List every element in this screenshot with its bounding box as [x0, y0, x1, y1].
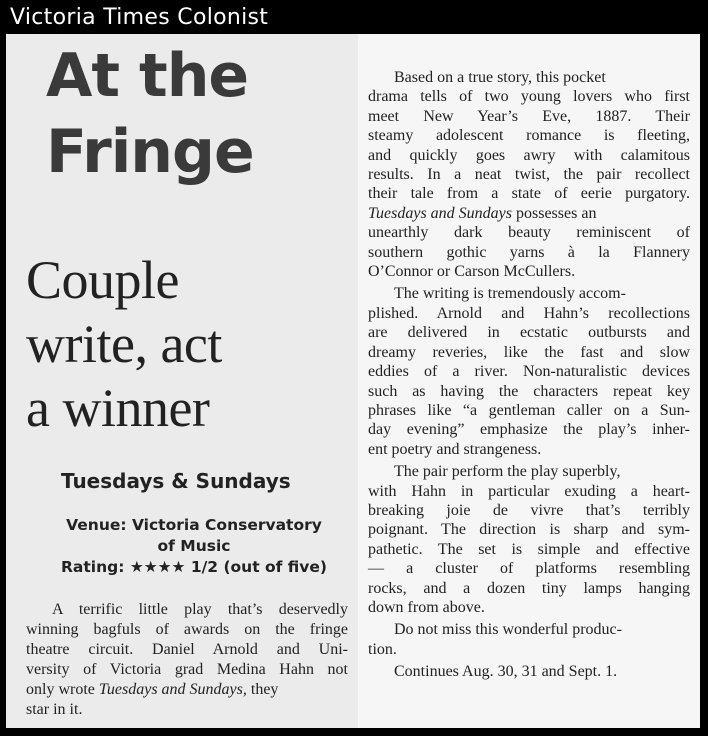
- body-line: Do not miss this wonderful produc-: [394, 621, 622, 639]
- body-paragraph: [368, 620, 690, 659]
- article-body: [368, 68, 690, 682]
- lede-line: versity of Victoria grad Medina Hahn not: [26, 661, 348, 678]
- lede-line: theatre circuit. Daniel Arnold and Uni-: [26, 641, 348, 658]
- body-line: drama tells of two young lovers who first: [368, 88, 690, 106]
- body-line: The pair perform the play superbly,: [394, 463, 621, 481]
- headline-line: write, act: [26, 314, 222, 374]
- body-line: — a cluster of platforms resembling: [368, 560, 690, 578]
- headline-line: Couple: [26, 250, 179, 310]
- body-line: and quickly goes awry with calamitous: [368, 146, 690, 164]
- body-line: plished. Arnold and Hahn’s recollections: [368, 304, 690, 322]
- lede-line: winning bagfuls of awards on the fringe: [26, 621, 348, 638]
- body-line: with Hahn in particular exuding a heart-: [368, 482, 690, 500]
- newspaper-clipping: [6, 34, 700, 728]
- body-paragraph: [368, 68, 690, 281]
- left-column: [6, 34, 358, 728]
- masthead-title: Victoria Times Colonist: [10, 5, 269, 30]
- lede-line: star in it.: [26, 701, 83, 718]
- body-line: phrases like “a gentleman caller on a Sun-: [368, 401, 690, 419]
- body-line: Based on a true story, this pocket: [394, 69, 606, 86]
- body-paragraph: [368, 462, 690, 617]
- body-paragraph: [368, 284, 690, 459]
- body-line: meet New Year’s Eve, 1887. Their: [368, 107, 690, 125]
- kicker-line: Fringe: [46, 117, 254, 187]
- lede-paragraph: [26, 600, 348, 720]
- kicker-heading: [46, 38, 356, 190]
- body-line: rocks, and a dozen tiny lamps hanging: [368, 579, 690, 597]
- venue-line: Venue: Victoria Conservatory: [66, 516, 322, 534]
- venue-line: of Music: [157, 537, 231, 555]
- body-line: unearthly dark beauty reminiscent of: [368, 224, 690, 242]
- lede-text: they: [250, 681, 279, 698]
- body-text: possesses an: [516, 204, 597, 222]
- lede-line: A terrific little play that’s deservedly: [52, 601, 348, 618]
- body-line: dreamy reveries, like the fast and slow: [368, 343, 690, 361]
- body-paragraph: [368, 662, 690, 681]
- right-column: [358, 34, 700, 728]
- body-line: poignant. The direction is sharp and sym-: [368, 521, 690, 539]
- body-line: down from above.: [368, 598, 485, 616]
- kicker-line: At the: [46, 41, 249, 111]
- body-line: such as having the characters repeat key: [368, 382, 690, 400]
- lede-text: only wrote: [26, 681, 95, 698]
- body-line: O’Connor or Carson McCullers.: [368, 263, 576, 281]
- body-line: are delivered in ecstatic outbursts and: [368, 324, 690, 342]
- rating-line: Rating: ★★★★ 1/2 (out of five): [61, 558, 327, 576]
- play-title-italic: Tuesdays and Sundays,: [98, 681, 247, 698]
- body-line: southern gothic yarns à la Flannery: [368, 243, 690, 261]
- body-line: pathetic. The set is simple and effective: [368, 540, 690, 558]
- body-line: tion.: [368, 640, 397, 658]
- show-info: [34, 515, 354, 578]
- body-line: [368, 204, 690, 223]
- body-line: their tale from a state of eerie purgatory.: [368, 185, 690, 203]
- body-line: eddies of a river. Non-naturalistic devices: [368, 363, 690, 381]
- body-line: The writing is tremendously accom-: [394, 285, 626, 303]
- article-headline: [26, 248, 356, 440]
- body-line: steamy adolescent romance is fleeting,: [368, 127, 690, 145]
- lede-line: [26, 680, 348, 700]
- play-title-italic: Tuesdays and Sundays: [368, 204, 512, 222]
- headline-line: a winner: [26, 378, 210, 438]
- body-line: ent poetry and strangeness.: [368, 440, 542, 458]
- body-line: breaking joie de vivre that’s terribly: [368, 501, 690, 519]
- body-line: day evening” emphasize the play’s inher-: [368, 421, 690, 439]
- schedule-line: Continues Aug. 30, 31 and Sept. 1.: [394, 663, 618, 681]
- show-title: Tuesdays & Sundays: [61, 469, 291, 493]
- body-line: results. In a neat twist, the pair recollect: [368, 166, 690, 184]
